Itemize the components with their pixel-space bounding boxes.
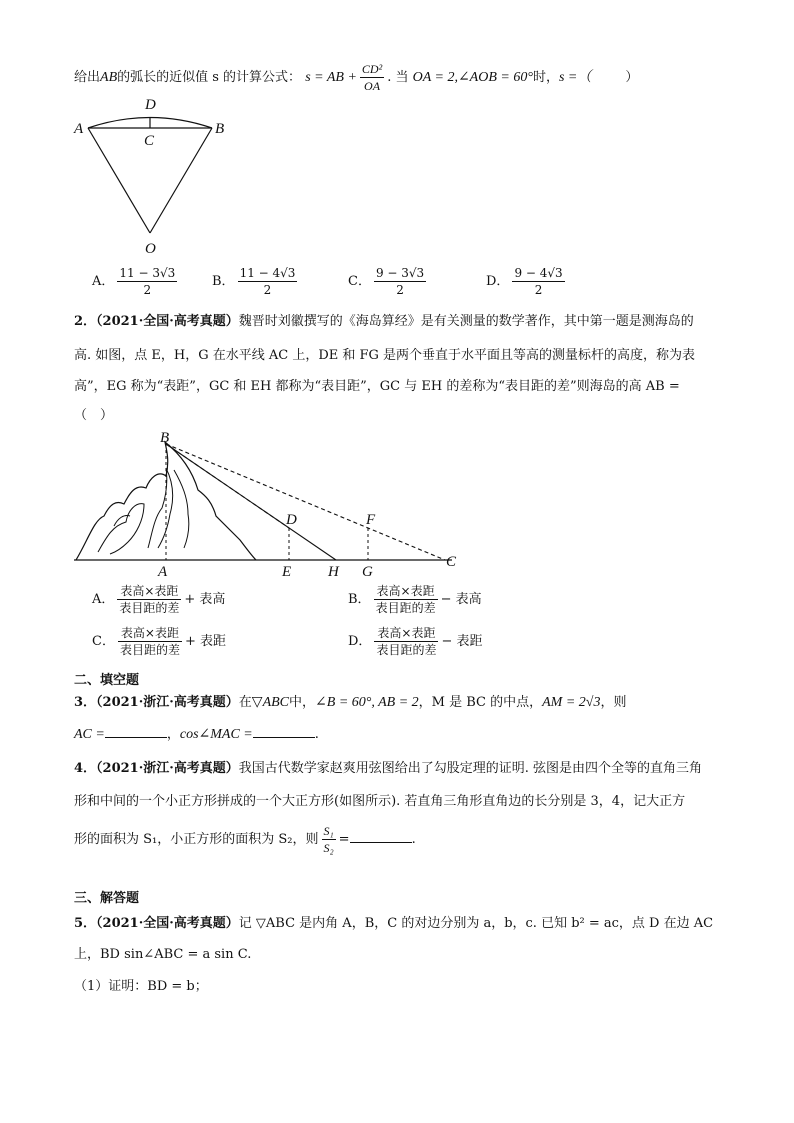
q2-label-e: E (282, 564, 292, 578)
q1-stem-a: 给出 (74, 70, 101, 85)
option-letter: C． (348, 274, 371, 289)
q4-end: . (411, 832, 416, 847)
option-num: 9 − 4√3 (514, 266, 563, 280)
q4-blank[interactable] (350, 830, 412, 843)
option-den: 表目距的差 (119, 643, 180, 657)
q5-text-1: 记 ▽ABC 是内角 A，B，C 的对边分别为 a，b，c. 已知 b² = ac，点 D 在边 AC (238, 916, 714, 931)
q1-option-d[interactable] (486, 266, 568, 297)
q3-blank-ac[interactable] (105, 725, 167, 738)
option-tail: + 表距 (184, 634, 226, 649)
q3-text-b: 中， (289, 695, 316, 710)
q4-fraction (322, 824, 336, 855)
option-tail: + 表高 (184, 592, 226, 607)
q2-island-figure (70, 430, 470, 578)
q3-sep: ， (166, 727, 180, 742)
q3-line-1 (74, 694, 627, 712)
q3-blank-cos[interactable] (253, 725, 315, 738)
q4-line-1 (74, 760, 702, 778)
q5-part-1 (74, 978, 208, 996)
q2-option-c[interactable] (92, 626, 226, 657)
option-fraction (374, 584, 438, 615)
q1-radius-oa (88, 128, 150, 233)
q2-label-c: C (446, 554, 457, 570)
option-den: 2 (143, 283, 152, 297)
q3-text-a: 在 (238, 695, 252, 710)
q3-text-c: ，M 是 BC 的中点， (418, 695, 543, 710)
q4-line-2 (74, 793, 685, 811)
q1-option-c[interactable] (348, 266, 429, 297)
q3-am: AM = 2√3 (542, 695, 601, 710)
option-num: 11 − 4√3 (239, 266, 296, 280)
option-fraction (117, 584, 181, 615)
q4-source: （2021·浙江·高考真题） (96, 761, 239, 776)
q2-mountain-inner-2 (148, 468, 173, 548)
option-fraction (118, 626, 182, 657)
q1-ask: s =（ (558, 70, 592, 85)
option-fraction (374, 266, 426, 297)
q2-mountain-inner-3 (174, 470, 189, 548)
option-num: 表高×表距 (118, 626, 182, 642)
q1-stem-c: . 当 (387, 70, 409, 85)
option-fraction (238, 266, 298, 297)
q3-line-2 (74, 725, 319, 744)
q4-number: 4． (74, 761, 97, 776)
q2-text-3: 高”，EG 称为“表距”，GC 和 EH 都称为“表目距”，GC 与 EH 的差称为“表目距的差”则海岛的高 AB = (74, 379, 680, 394)
option-fraction (117, 266, 177, 297)
q4-line-3 (74, 824, 416, 855)
q1-formula-fraction (360, 62, 384, 93)
q1-sector-figure (70, 95, 240, 260)
q5-line-1 (74, 915, 713, 933)
q1-stem-d: 时， (532, 70, 559, 85)
q2-line-3 (74, 378, 680, 396)
q4-frac-num: S₁ (323, 824, 334, 838)
q2-number: 2． (74, 314, 97, 329)
option-den: 表目距的差 (119, 601, 180, 615)
option-num: 表高×表距 (117, 584, 181, 600)
q5-line-2 (74, 946, 251, 964)
q1-option-a[interactable] (92, 266, 180, 297)
option-letter: A． (92, 274, 115, 289)
q1-radius-ob (150, 128, 212, 233)
q2-option-a[interactable] (92, 584, 225, 615)
q3-ac-label: AC = (74, 727, 105, 742)
option-den: 2 (396, 283, 404, 297)
option-letter: B． (212, 274, 235, 289)
q3-number: 3． (74, 695, 97, 710)
q3-condition: ∠B = 60°, AB = 2 (315, 695, 419, 710)
option-den: 表目距的差 (375, 601, 436, 615)
q2-text-1: 魏晋时刘徽撰写的《海岛算经》是有关测量的数学著作，其中第一题是测海岛的 (238, 314, 694, 329)
q2-text-2: 高. 如图，点 E，H，G 在水平线 AC 上，DE 和 FG 是两个垂直于水平面且等高的测量标杆的高度，称为表 (74, 348, 696, 363)
q2-label-f: F (366, 512, 376, 528)
q1-label-c: C (144, 133, 155, 149)
q4-text-1: 我国古代数学家赵爽用弦图给出了勾股定理的证明. 弦图是由四个全等的直角三角 (238, 761, 703, 776)
q3-triangle: ▽ABC (251, 695, 290, 710)
q5-part-1-text: （1）证明：BD = b； (74, 979, 208, 994)
q2-label-h: H (328, 564, 339, 578)
q1-label-a: A (74, 121, 84, 137)
q1-formula-num: CD² (361, 62, 383, 76)
q4-text-2: 形和中间的一个小正方形拼成的一个大正方形(如图所示). 若直角三角形直角边的长分别是 3，4，记大正方 (74, 794, 686, 809)
q1-stem (74, 62, 638, 93)
q5-text-2: 上，BD sin∠ABC = a sin C. (74, 947, 252, 962)
option-letter: D． (348, 634, 372, 649)
q1-label-o: O (145, 241, 156, 257)
option-num: 表高×表距 (374, 626, 438, 642)
q1-arc: AB (100, 70, 118, 85)
q2-option-d[interactable] (348, 626, 482, 657)
section-fill-in: 二、填空题 (74, 673, 140, 688)
q2-label-g: G (362, 564, 373, 578)
q1-formula-lhs: s = AB + (305, 70, 357, 85)
option-tail: − 表距 (441, 634, 483, 649)
q2-label-d: D (286, 512, 297, 528)
q4-frac-den: S₂ (323, 841, 334, 855)
q2-sight-b-c (166, 444, 445, 560)
q2-label-a: A (158, 564, 168, 578)
option-letter: A． (92, 592, 115, 607)
q5-number: 5． (74, 916, 97, 931)
q1-option-b[interactable] (212, 266, 300, 297)
option-num: 11 − 3√3 (119, 266, 176, 280)
q5-source: （2021·全国·高考真题） (96, 916, 239, 931)
q1-label-b: B (215, 121, 225, 137)
q4-text-3b: = (338, 832, 350, 847)
q2-source: （2021·全国·高考真题） (96, 314, 239, 329)
q2-text-4: （ ） (74, 408, 114, 423)
q2-line-2 (74, 347, 695, 365)
q1-label-d: D (145, 97, 156, 113)
q3-end: . (314, 727, 319, 742)
option-tail: − 表高 (440, 592, 482, 607)
option-den: 2 (263, 283, 272, 297)
q1-formula-den: OA (364, 79, 381, 93)
q2-mountain-inner-1 (98, 504, 144, 554)
option-den: 表目距的差 (376, 643, 437, 657)
option-fraction (512, 266, 564, 297)
q1-stem-b: 的弧长的近似值 s 的计算公式： (117, 70, 302, 85)
q3-source: （2021·浙江·高考真题） (96, 695, 239, 710)
option-letter: C． (92, 634, 115, 649)
q3-cos-label: cos∠MAC = (179, 727, 253, 742)
q2-line-1 (74, 313, 694, 331)
q4-text-3a: 形的面积为 S₁，小正方形的面积为 S₂，则 (74, 832, 319, 847)
option-num: 表高×表距 (374, 584, 438, 600)
option-letter: D． (486, 274, 510, 289)
q2-option-b[interactable] (348, 584, 482, 615)
q2-label-b: B (160, 430, 170, 446)
q1-ask-end: ） (625, 70, 639, 85)
q2-line-4 (74, 407, 113, 425)
option-num: 9 − 3√3 (375, 266, 425, 280)
option-letter: B． (348, 592, 371, 607)
section-solution: 三、解答题 (74, 891, 140, 906)
option-den: 2 (534, 283, 543, 297)
option-fraction (374, 626, 438, 657)
q3-text-d: ，则 (600, 695, 627, 710)
q1-condition: OA = 2,∠AOB = 60° (412, 70, 533, 85)
